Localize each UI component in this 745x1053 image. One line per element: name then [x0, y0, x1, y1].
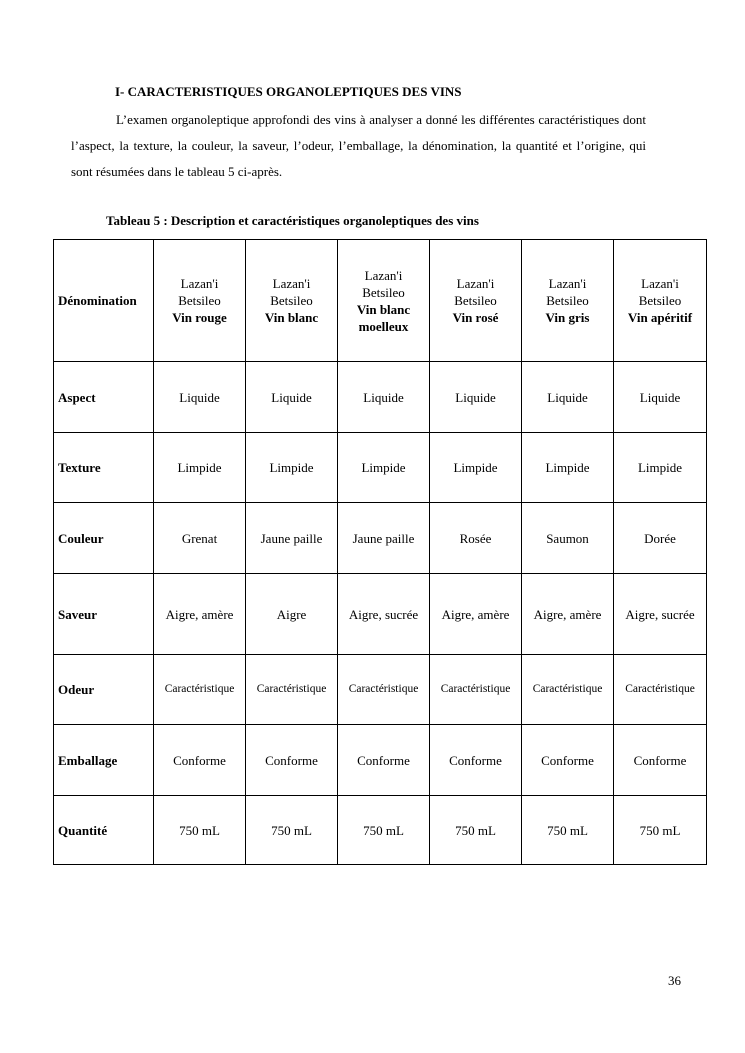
- table-cell: Aigre, amère: [522, 574, 614, 655]
- wine-characteristics-table: [53, 239, 707, 865]
- table-cell: Liquide: [338, 362, 430, 433]
- table-cell: Limpide: [614, 433, 707, 503]
- row-label: Aspect: [54, 362, 154, 433]
- table-cell: 750 mL: [522, 796, 614, 865]
- header-cell-vin-blanc: Lazan'i Betsileo Vin blanc: [246, 240, 338, 362]
- table-cell: Liquide: [522, 362, 614, 433]
- table-row-saveur: [54, 574, 707, 655]
- table-cell: Conforme: [430, 725, 522, 796]
- page-number: 36: [668, 973, 681, 988]
- table-cell: Limpide: [338, 433, 430, 503]
- table-cell: Jaune paille: [338, 503, 430, 574]
- header-cell-vin-aperitif: Lazan'i Betsileo Vin apéritif: [614, 240, 707, 362]
- header-cell-vin-gris: Lazan'i Betsileo Vin gris: [522, 240, 614, 362]
- table-cell: Caractéristique: [522, 655, 614, 725]
- header-cell-vin-rouge: Lazan'i Betsileo Vin rouge: [154, 240, 246, 362]
- table-cell: 750 mL: [430, 796, 522, 865]
- table-cell: Grenat: [154, 503, 246, 574]
- table-cell: Caractéristique: [338, 655, 430, 725]
- table-cell: Conforme: [338, 725, 430, 796]
- table-cell: Caractéristique: [430, 655, 522, 725]
- table-cell: Aigre, amère: [154, 574, 246, 655]
- table-row-aspect: [54, 362, 707, 433]
- table-cell: Conforme: [522, 725, 614, 796]
- table-cell: Conforme: [246, 725, 338, 796]
- table-cell: Aigre, amère: [430, 574, 522, 655]
- row-label: Saveur: [54, 574, 154, 655]
- table-cell: Liquide: [430, 362, 522, 433]
- table-cell: 750 mL: [246, 796, 338, 865]
- table-cell: Saumon: [522, 503, 614, 574]
- table-cell: Liquide: [154, 362, 246, 433]
- table-row-texture: [54, 433, 707, 503]
- header-cell-vin-blanc-moelleux: Lazan'i Betsileo Vin blanc moelleux: [338, 240, 430, 362]
- intro-paragraph-text: L’examen organoleptique approfondi des vins à analyser a donné les différentes caractéristiques dont l’aspect, la texture, la couleur, la saveur, l’odeur, l’emballage, la dénomination, la quantité et l’origine, qui sont résumées dans le tableau 5 ci-après.: [71, 112, 646, 179]
- header-label-denomination: Dénomination: [54, 240, 154, 362]
- table-cell: Conforme: [154, 725, 246, 796]
- table-row-quantite: [54, 796, 707, 865]
- table-cell: Caractéristique: [154, 655, 246, 725]
- table-cell: Dorée: [614, 503, 707, 574]
- table-cell: Aigre, sucrée: [614, 574, 707, 655]
- table-cell: 750 mL: [338, 796, 430, 865]
- table-row-couleur: [54, 503, 707, 574]
- row-label: Couleur: [54, 503, 154, 574]
- header-cell-vin-rose: Lazan'i Betsileo Vin rosé: [430, 240, 522, 362]
- table-cell: Conforme: [614, 725, 707, 796]
- table-cell: 750 mL: [614, 796, 707, 865]
- table-cell: Liquide: [614, 362, 707, 433]
- intro-paragraph: [71, 107, 646, 185]
- table-cell: Rosée: [430, 503, 522, 574]
- table-cell: Aigre, sucrée: [338, 574, 430, 655]
- table-cell: Limpide: [246, 433, 338, 503]
- table-cell: Caractéristique: [246, 655, 338, 725]
- table-header-row: [54, 240, 707, 362]
- row-label: Quantité: [54, 796, 154, 865]
- table-cell: Limpide: [522, 433, 614, 503]
- table-cell: Aigre: [246, 574, 338, 655]
- row-label: Odeur: [54, 655, 154, 725]
- table-row-odeur: [54, 655, 707, 725]
- table-cell: Jaune paille: [246, 503, 338, 574]
- row-label: Emballage: [54, 725, 154, 796]
- table-cell: 750 mL: [154, 796, 246, 865]
- table-cell: Caractéristique: [614, 655, 707, 725]
- table-cell: Limpide: [154, 433, 246, 503]
- table-caption: Tableau 5 : Description et caractéristiques organoleptiques des vins: [106, 213, 479, 228]
- table-row-emballage: [54, 725, 707, 796]
- table-cell: Liquide: [246, 362, 338, 433]
- row-label: Texture: [54, 433, 154, 503]
- table-cell: Limpide: [430, 433, 522, 503]
- section-heading: I- CARACTERISTIQUES ORGANOLEPTIQUES DES VINS: [115, 84, 462, 99]
